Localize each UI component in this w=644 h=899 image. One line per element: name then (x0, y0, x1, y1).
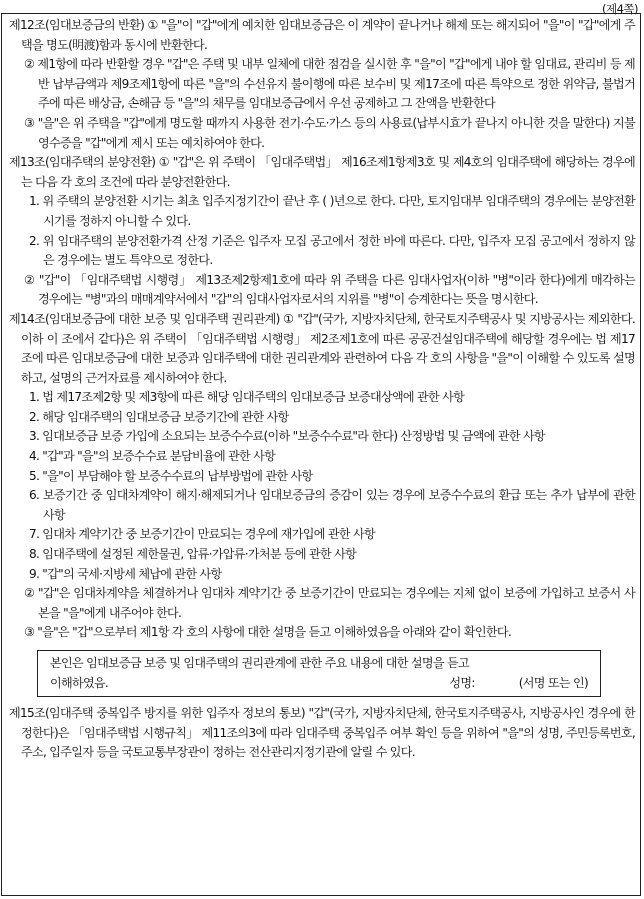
article-14-item-6: 6. 보증기간 중 임대차계약이 해지·해제되거나 임대보증금의 증감이 있는 경우에 보증수수료의 환급 또는 추가 납부에 관한 사항 (29, 488, 635, 522)
article-14-item-4: 4. "갑"과 "을"의 보증수수료 분담비율에 관한 사항 (29, 449, 276, 464)
article-13-item-2: 2. 위 임대주택의 분양전환가격 산정 기준은 입주자 모집 공고에서 정한 바에 따른다. 다만, 입주자 모집 공고에서 정하지 않은 경우에는 별도 특약으로 정한다. (29, 233, 635, 268)
article-14-item-1: 1. 법 제17조제2항 및 제3항에 따른 해당 임대주택의 임대보증금 보증대상액에 관한 사항 (29, 390, 465, 405)
article-13-item-1: 1. 위 주택의 분양전환 시기는 최초 입주지정기간이 끝난 후 ( )년으로 한다. 다만, 토지임대부 임대주택의 경우에는 분양전환 시기를 정하지 아니할 수 있다. (29, 194, 635, 228)
article-14-item-2: 2. 해당 임대주택의 임대보증금 보증기간에 관한 사항 (29, 409, 289, 424)
article-12-para-2: ② 제1항에 따라 반환할 경우 "갑"은 주택 및 내부 일체에 대한 점검을 실시한 후 "을"이 "갑"에게 내야 할 임대료, 관리비 등 제반 납부금액과 제9조제1항에 따른 "을"의 수선유지 불이행에 따른 보수비 및 제17조에 따른 특약으로 정한 위약금, 불법거주에 따른 배상금, 손해금 등 "을"의 채무를 임대보증금에서 우선 공제하고 그 잔액을 반환한다 (24, 57, 635, 111)
article-14-item-8: 8. 임대주택에 설정된 제한물권, 압류·가압류·가처분 등에 관한 사항 (29, 547, 357, 562)
article-14-item-7: 7. 임대차 계약기간 중 보증기간이 만료되는 경우에 재가입에 관한 사항 (29, 527, 375, 542)
document-frame (1, 13, 641, 896)
article-15-para-1: 제15조(임대주택 중복입주 방지를 위한 입주자 정보의 통보) "갑"(국가, 지방자치단체, 한국토지주택공사, 지방공사인 경우에 한정한다)은 「임대주택법 시행규칙」 제11조의3에 따라 임대주택 중복입주 여부 확인 등을 위하여 "을"의 성명, 주민등록번호, 주소, 입주일자 등을 국토교통부장관이 정하는 전산관리지정기관에 알릴 수 있다. (9, 706, 635, 760)
document-body (7, 16, 635, 763)
page-number-label: (제4쪽) (601, 2, 638, 16)
confirmation-text-line-2: 이해하였음. (50, 676, 109, 690)
confirmation-box (37, 650, 601, 697)
article-14-para-1: 제14조(임대보증금에 대한 보증 및 임대주택 권리관계) ① "갑"(국가, 지방자치단체, 한국토지주택공사 및 지방공사는 제외한다. 이하 이 조에서 같다)은 위 주택이 「임대주택법 시행령」 제2조제1호에 따른 공공건설임대주택에 해당할 경우에는 법 제17조에 따른 임대보증금에 대한 보증과 임대주택에 대한 권리관계와 관련하여 다음 각 호의 사항을 "을"이 이해할 수 있도록 설명하고, 설명의 근거자료를 제시하여야 한다. (9, 311, 635, 385)
article-14-item-9: 9. "갑"의 국세·지방세 체납에 관한 사항 (29, 566, 222, 581)
name-field-label[interactable]: 성명: (449, 676, 475, 690)
article-14-item-3: 3. 임대보증금 보증 가입에 소요되는 보증수수료(이하 "보증수수료"라 한다) 산정방법 및 금액에 관한 사항 (29, 429, 545, 444)
article-13-para-1: 제13조(임대주택의 분양전환) ① "갑"은 위 주택이 「임대주택법」 제16조제1항제3호 및 제4호의 임대주택에 해당하는 경우에는 다음 각 호의 조건에 따라 분양전환한다. (9, 155, 635, 189)
signature-field-label[interactable]: (서명 또는 인) (518, 676, 588, 690)
article-13-para-2: ② "갑"이 「임대주택법 시행령」 제13조제2항제1호에 따라 위 주택을 다른 임대사업자(이하 "병"이라 한다)에게 매각하는 경우에는 "병"과의 매매계약서에서 "갑"의 임대사업자로서의 지위를 "병"이 승계한다는 뜻을 명시한다. (24, 272, 635, 307)
confirmation-text-line-1: 본인은 임대보증금 보증 및 임대주택의 권리관계에 관한 주요 내용에 대한 설명을 듣고 (50, 656, 469, 670)
article-14-item-5: 5. "을"이 부담해야 할 보증수수료의 납부방법에 관한 사항 (29, 468, 313, 483)
article-12-para-3: ③ "을"은 위 주택을 "갑"에게 명도할 때까지 사용한 전기·수도·가스 등의 사용료(납부시효가 끝나지 아니한 것을 말한다) 지불 영수증을 "갑"에게 제시 또는 예치하여야 한다. (24, 115, 635, 150)
article-14-para-2: ② "갑"은 임대차계약을 체결하거나 임대차 계약기간 중 보증기간이 만료되는 경우에는 지체 없이 보증에 가입하고 보증서 사본을 "을"에게 내주어야 한다. (24, 586, 635, 620)
article-12-para-1: 제12조(임대보증금의 반환) ① "을"이 "갑"에게 예치한 임대보증금은 이 계약이 끝나거나 해제 또는 해지되어 "을"이 "갑"에게 주택을 명도(明渡)함과 동시에 반환한다. (9, 18, 635, 52)
article-14-para-3: ③ "을"은 "갑"으로부터 제1항 각 호의 사항에 대한 설명을 듣고 이해하였음을 아래와 같이 확인한다. (24, 625, 511, 640)
